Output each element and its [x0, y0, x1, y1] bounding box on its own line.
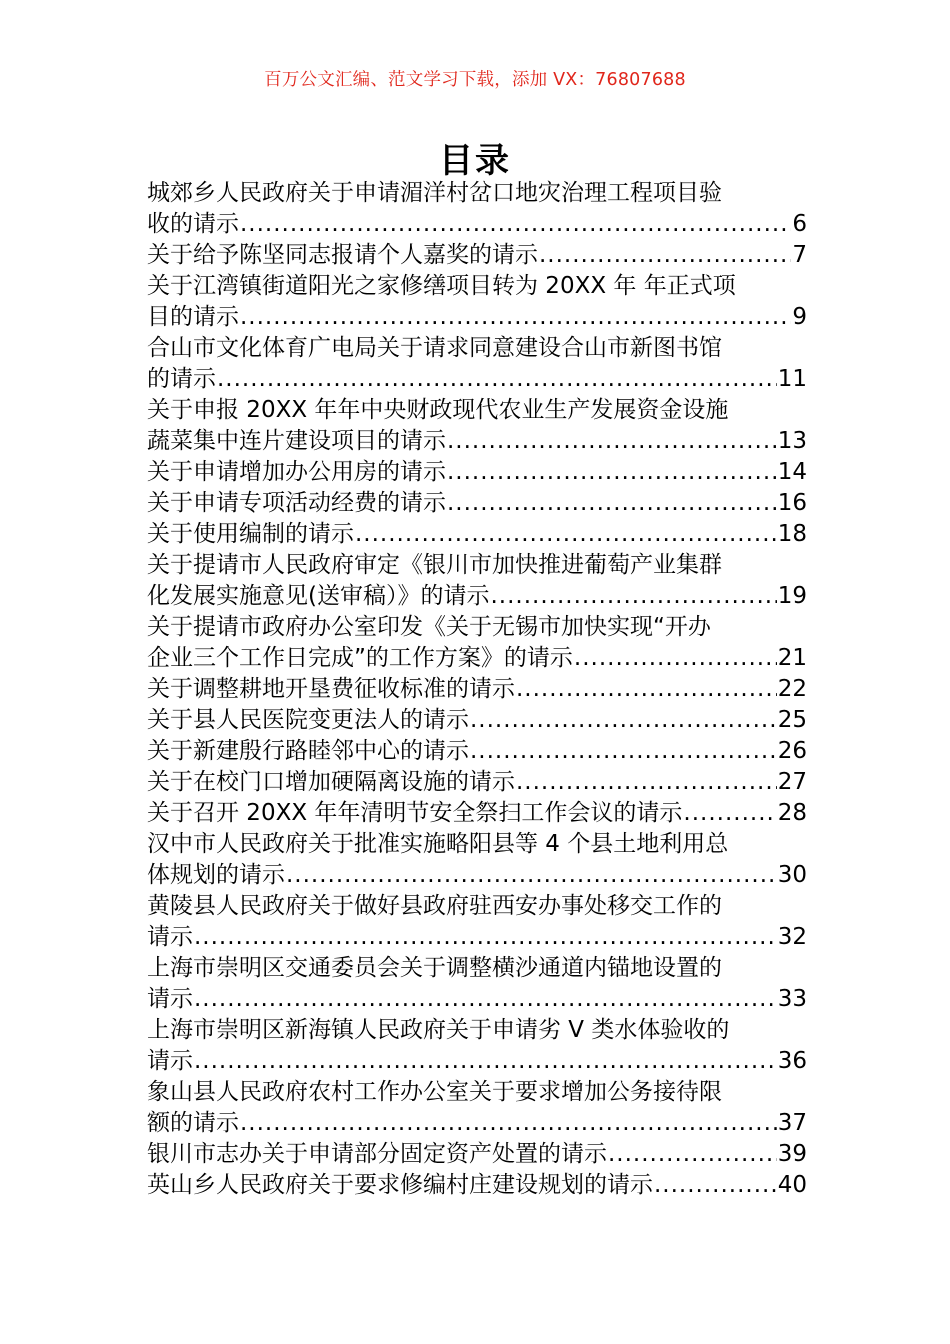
toc-entry[interactable]	[147, 240, 807, 271]
toc-page-number: 21	[777, 645, 807, 671]
toc-entry[interactable]	[147, 178, 807, 240]
toc-entry[interactable]	[147, 891, 807, 953]
toc-entry[interactable]	[147, 705, 807, 736]
toc-entry-title: 企业三个工作日完成”的工作方案》的请示	[147, 645, 573, 671]
toc-entry[interactable]	[147, 829, 807, 891]
toc-page-number: 16	[777, 490, 807, 516]
toc-leader-dots	[538, 240, 791, 271]
toc-leader-dots	[446, 457, 777, 488]
toc-leader-dots	[354, 519, 777, 550]
toc-page-number: 18	[777, 521, 807, 547]
toc-entry-title-line: 关于江湾镇街道阳光之家修缮项目转为 20XX 年 年正式项	[147, 273, 736, 299]
toc-entry-title: 关于给予陈坚同志报请个人嘉奖的请示	[147, 242, 538, 268]
toc-leader-dots	[682, 798, 776, 829]
toc-entry-title-line: 关于提请市人民政府审定《银川市加快推进葡萄产业集群	[147, 552, 722, 578]
toc-page-number: 14	[777, 459, 807, 485]
toc-entry-title: 体规划的请示	[147, 862, 285, 888]
toc-leader-dots	[515, 674, 777, 705]
toc-page-number: 19	[777, 583, 807, 609]
toc-entry-title: 收的请示	[147, 211, 239, 237]
toc-entry-title: 关于新建殷行路睦邻中心的请示	[147, 738, 469, 764]
toc-leader-dots	[469, 736, 777, 767]
toc-entry[interactable]	[147, 953, 807, 1015]
toc-entry[interactable]	[147, 736, 807, 767]
toc-entry[interactable]	[147, 333, 807, 395]
toc-entry-title-line: 上海市崇明区新海镇人民政府关于申请劣 V 类水体验收的	[147, 1017, 730, 1043]
toc-title: 目录	[439, 141, 511, 181]
toc-entry-title: 关于调整耕地开垦费征收标准的请示	[147, 676, 515, 702]
toc-page-number: 9	[792, 304, 807, 330]
toc-entry-title: 关于申请专项活动经费的请示	[147, 490, 446, 516]
toc-entry[interactable]	[147, 1015, 807, 1077]
toc-leader-dots	[573, 643, 777, 674]
toc-page-number: 32	[777, 924, 807, 950]
toc-page-number: 27	[777, 769, 807, 795]
toc-entry-title: 请示	[147, 924, 193, 950]
toc-page-number: 22	[777, 676, 807, 702]
toc-entry-title: 请示	[147, 986, 193, 1012]
toc-page-number: 28	[777, 800, 807, 826]
toc-page-number: 40	[777, 1172, 807, 1198]
toc-page-number: 11	[777, 366, 807, 392]
toc-page-number: 25	[777, 707, 807, 733]
toc-leader-dots	[239, 209, 791, 240]
toc-page-number: 13	[777, 428, 807, 454]
toc-leader-dots	[489, 581, 776, 612]
toc-entry[interactable]	[147, 798, 807, 829]
toc-entry-title: 的请示	[147, 366, 216, 392]
toc-entry[interactable]	[147, 612, 807, 674]
toc-entry-title-line: 黄陵县人民政府关于做好县政府驻西安办事处移交工作的	[147, 893, 722, 919]
toc-entry[interactable]	[147, 674, 807, 705]
toc-leader-dots	[239, 302, 791, 333]
toc-entry-title-line: 关于申报 20XX 年年中央财政现代农业生产发展资金设施	[147, 397, 729, 423]
toc-entry-title-line: 城郊乡人民政府关于申请湄洋村岔口地灾治理工程项目验	[147, 180, 722, 206]
toc-entry[interactable]	[147, 488, 807, 519]
toc-page-number: 30	[777, 862, 807, 888]
toc-entry[interactable]	[147, 550, 807, 612]
toc-entry[interactable]	[147, 1170, 807, 1201]
toc-leader-dots	[193, 1046, 777, 1077]
toc-entry[interactable]	[147, 767, 807, 798]
toc-entry-title: 关于在校门口增加硬隔离设施的请示	[147, 769, 515, 795]
toc-leader-dots	[239, 1108, 777, 1139]
toc-entry-title: 蔬菜集中连片建设项目的请示	[147, 428, 446, 454]
toc-page-number: 6	[792, 211, 807, 237]
toc-entry-title: 关于使用编制的请示	[147, 521, 354, 547]
toc-leader-dots	[515, 767, 777, 798]
toc-entry-title: 额的请示	[147, 1110, 239, 1136]
page-header-watermark: 百万公文汇编、范文学习下载，添加 VX：76807688	[264, 70, 686, 90]
toc-page-number: 36	[777, 1048, 807, 1074]
toc-entry-title-line: 上海市崇明区交通委员会关于调整横沙通道内锚地设置的	[147, 955, 722, 981]
toc-page-number: 39	[777, 1141, 807, 1167]
toc-leader-dots	[446, 426, 777, 457]
toc-page-number: 7	[792, 242, 807, 268]
toc-leader-dots	[446, 488, 777, 519]
toc-leader-dots	[469, 705, 777, 736]
toc-page-number: 26	[777, 738, 807, 764]
table-of-contents	[147, 178, 807, 1201]
toc-page-number: 33	[777, 986, 807, 1012]
toc-entry-title: 化发展实施意见(送审稿）》的请示	[147, 583, 490, 609]
toc-entry-title: 关于县人民医院变更法人的请示	[147, 707, 469, 733]
toc-leader-dots	[653, 1170, 777, 1201]
toc-entry-title: 英山乡人民政府关于要求修编村庄建设规划的请示	[147, 1172, 653, 1198]
toc-entry-title-line: 汉中市人民政府关于批准实施略阳县等 4 个县土地利用总	[147, 831, 729, 857]
toc-leader-dots	[285, 860, 777, 891]
toc-entry-title: 关于召开 20XX 年年清明节安全祭扫工作会议的请示	[147, 800, 683, 826]
toc-entry-title: 请示	[147, 1048, 193, 1074]
toc-entry[interactable]	[147, 1139, 807, 1170]
toc-entry-title-line: 象山县人民政府农村工作办公室关于要求增加公务接待限	[147, 1079, 722, 1105]
toc-leader-dots	[607, 1139, 777, 1170]
toc-leader-dots	[193, 922, 777, 953]
toc-page-number: 37	[777, 1110, 807, 1136]
toc-entry-title: 目的请示	[147, 304, 239, 330]
toc-entry-title: 银川市志办关于申请部分固定资产处置的请示	[147, 1141, 607, 1167]
toc-entry[interactable]	[147, 457, 807, 488]
toc-entry[interactable]	[147, 519, 807, 550]
toc-entry[interactable]	[147, 395, 807, 457]
toc-entry-title-line: 合山市文化体育广电局关于请求同意建设合山市新图书馆	[147, 335, 722, 361]
toc-leader-dots	[216, 364, 777, 395]
toc-leader-dots	[193, 984, 777, 1015]
toc-entry[interactable]	[147, 271, 807, 333]
toc-entry[interactable]	[147, 1077, 807, 1139]
toc-entry-title-line: 关于提请市政府办公室印发《关于无锡市加快实现“开办	[147, 614, 711, 640]
toc-entry-title: 关于申请增加办公用房的请示	[147, 459, 446, 485]
